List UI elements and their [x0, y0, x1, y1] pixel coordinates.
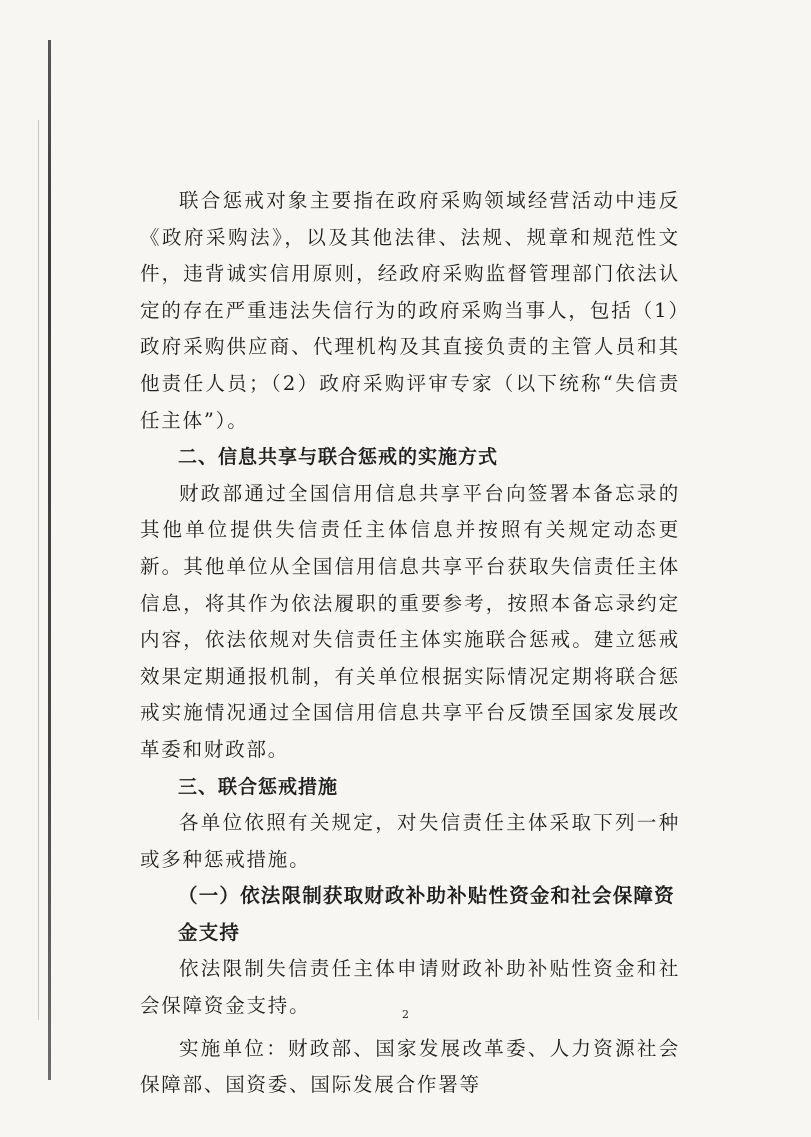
subheading-measure-1: （一）依法限制获取财政补助补贴性资金和社会保障资金支持	[178, 884, 675, 944]
document-body	[140, 183, 680, 1104]
heading-section-2: 二、信息共享与联合惩戒的实施方式	[178, 446, 499, 469]
binding-edge-line	[48, 40, 51, 1080]
paragraph-measure-1: 依法限制失信责任主体申请财政补助补贴性资金和社会保障资金支持。	[140, 957, 680, 1018]
heading-section-3: 三、联合惩戒措施	[178, 775, 339, 798]
paragraph-measures-intro: 各单位依照有关规定，对失信责任主体采取下列一种或多种惩戒措施。	[140, 811, 680, 871]
paragraph-implementing-units: 实施单位：财政部、国家发展改革委、人力资源社会保障部、国资委、国际发展合作署等	[140, 1036, 680, 1097]
binding-edge-shadow	[38, 120, 39, 1020]
paragraph-scope: 联合惩戒对象主要指在政府采购领域经营活动中违反《政府采购法》，以及其他法律、法规、规章和规范性文件，违背诚实信用原则，经政府采购监督管理部门依法认定的存在严重违法失信行为的政府采购当事人，包括（1）政府采购供应商、代理机构及其直接负责的主管人员和其他责任人员；（2）政府采购评审专家（以下统称“失信责任主体”）。	[140, 189, 680, 432]
page-number: 2	[402, 1008, 409, 1021]
paragraph-implementation: 财政部通过全国信用信息共享平台向签署本备忘录的其他单位提供失信责任主体信息并按照有关规定动态更新。其他单位从全国信用信息共享平台获取失信责任主体信息，将其作为依法履职的重要参考，按照本备忘录约定内容，依法依规对失信责任主体实施联合惩戒。建立惩戒效果定期通报机制，有关单位根据实际情况定期将联合惩戒实施情况通过全国信用信息共享平台反馈至国家发展改革委和财政部。	[140, 481, 680, 761]
